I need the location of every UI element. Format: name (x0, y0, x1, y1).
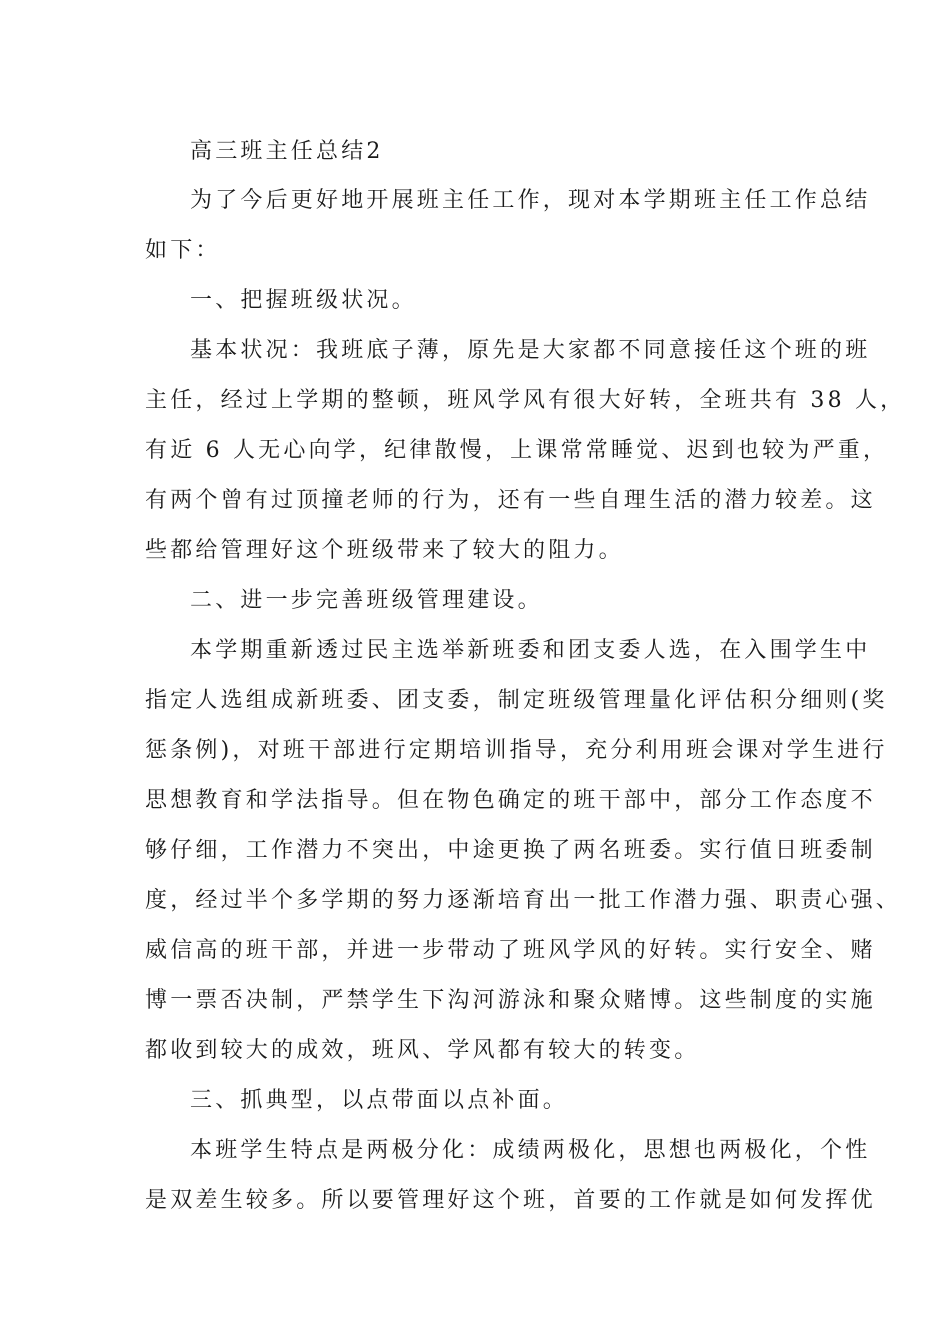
section-heading: 一、把握班级状况。 (190, 288, 417, 313)
paragraph-line: 本学期重新透过民主选举新班委和团支委人选，在入围学生中 (190, 638, 871, 663)
paragraph-line: 博一票否决制，严禁学生下沟河游泳和聚众赌博。这些制度的实施 (145, 988, 876, 1013)
paragraph-line: 有两个曾有过顶撞老师的行为，还有一些自理生活的潜力较差。这 (145, 488, 876, 513)
section-heading: 三、抓典型，以点带面以点补面。 (190, 1088, 569, 1113)
document-title: 高三班主任总结2 (190, 139, 384, 164)
paragraph-line: 够仔细，工作潜力不突出，中途更换了两名班委。实行值日班委制 (145, 838, 876, 863)
paragraph-line: 如下： (145, 238, 221, 263)
paragraph-line: 度，经过半个多学期的努力逐渐培育出一批工作潜力强、职责心强、 (145, 888, 902, 913)
paragraph-line: 是双差生较多。所以要管理好这个班，首要的工作就是如何发挥优 (145, 1188, 876, 1213)
paragraph-line: 威信高的班干部，并进一步带动了班风学风的好转。实行安全、赌 (145, 938, 876, 963)
paragraph-line: 指定人选组成新班委、团支委，制定班级管理量化评估积分细则(奖 (145, 688, 888, 713)
paragraph-line: 都收到较大的成效，班风、学风都有较大的转变。 (145, 1038, 700, 1063)
paragraph-line: 本班学生特点是两极分化：成绩两极化，思想也两极化，个性 (190, 1138, 871, 1163)
paragraph-line: 为了今后更好地开展班主任工作，现对本学期班主任工作总结 (190, 188, 871, 213)
paragraph-line: 惩条例)，对班干部进行定期培训指导，充分利用班会课对学生进行 (145, 738, 888, 763)
section-heading: 二、进一步完善班级管理建设。 (190, 588, 543, 613)
paragraph-line: 些都给管理好这个班级带来了较大的阻力。 (145, 538, 624, 563)
paragraph-line: 有近 6 人无心向学，纪律散慢，上课常常睡觉、迟到也较为严重， (145, 438, 889, 463)
paragraph-line: 思想教育和学法指导。但在物色确定的班干部中，部分工作态度不 (145, 788, 876, 813)
paragraph-line: 主任，经过上学期的整顿，班风学风有很大好转，全班共有 38 人， (145, 388, 906, 413)
paragraph-line: 基本状况：我班底子薄，原先是大家都不同意接任这个班的班 (190, 338, 871, 363)
